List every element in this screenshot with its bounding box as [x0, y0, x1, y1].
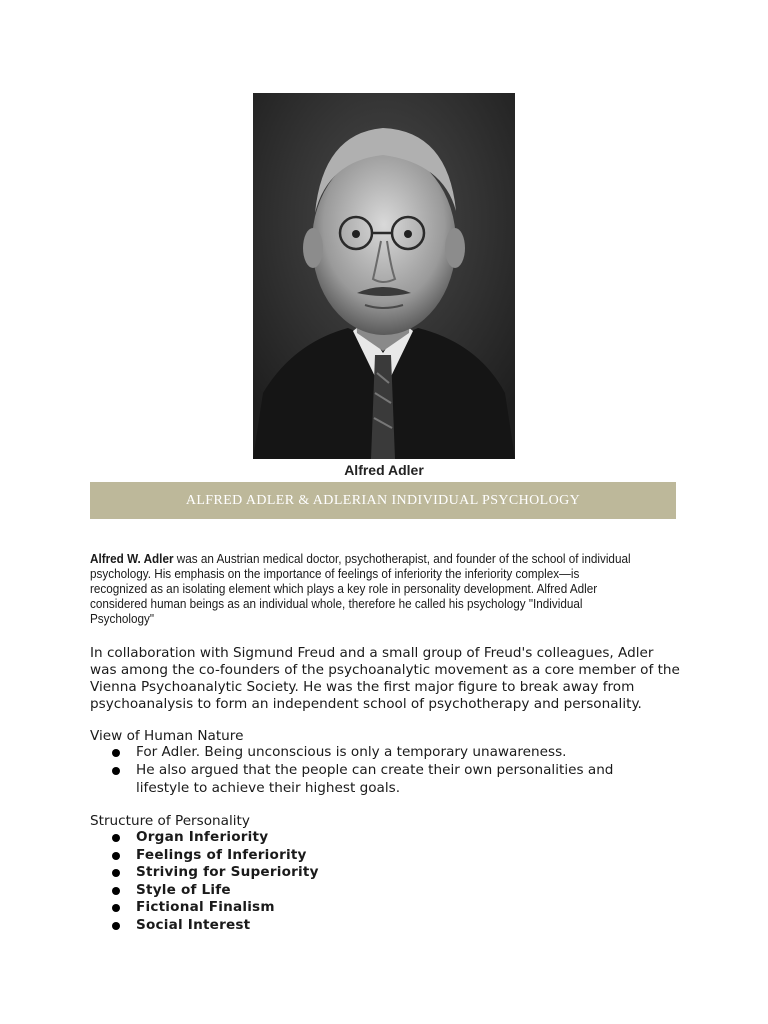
bullet-icon: [112, 852, 120, 860]
portrait-photo: [253, 93, 515, 459]
structure-list: [110, 829, 670, 934]
intro-text: was an Austrian medical doctor, psychotherapist, and founder of the school of individual psychology. His emphasis on the importance of feelings of inferiority the inferiority complex—is recognized as an isolating element which plays a key role in personality development. Alfred Adler considered human beings as an individual whole, therefore he called his psychology "Individual Psychology": [90, 552, 631, 626]
section-heading-view: View of Human Nature: [90, 728, 244, 744]
list-item: Fictional Finalism: [110, 899, 670, 917]
list-item: He also argued that the people can create their own personalities and lifestyle to achieve their highest goals.: [110, 762, 670, 797]
list-item: Feelings of Inferiority: [110, 847, 670, 865]
bullet-icon: [112, 922, 120, 930]
bullet-icon: [112, 834, 120, 842]
banner-title: ALFRED ADLER & ADLERIAN INDIVIDUAL PSYCHOLOGY: [185, 492, 581, 508]
bullet-icon: [112, 904, 120, 912]
intro-paragraph: [90, 552, 639, 627]
bullet-icon: [112, 869, 120, 877]
section-heading-structure: Structure of Personality: [90, 813, 250, 829]
list-item: Social Interest: [110, 917, 670, 935]
intro-name: Alfred W. Adler: [90, 552, 174, 566]
list-item: For Adler. Being unconscious is only a temporary unawareness.: [110, 744, 670, 762]
view-list: [110, 744, 670, 798]
bullet-icon: [112, 887, 120, 895]
title-banner: [90, 482, 676, 519]
photo-caption: Alfred Adler: [344, 462, 424, 478]
list-item: Striving for Superiority: [110, 864, 670, 882]
list-item: Style of Life: [110, 882, 670, 900]
collaboration-paragraph: In collaboration with Sigmund Freud and a small group of Freud's colleagues, Adler was among the co-founders of the psychoanalytic movement as a core member of the Vienna Psychoanalytic Society. He was the first major figure to break away from psychoanalysis to form an independent school of psychotherapy and personality.: [90, 645, 680, 712]
list-item: Organ Inferiority: [110, 829, 670, 847]
bullet-icon: [112, 767, 120, 775]
bullet-icon: [112, 749, 120, 757]
